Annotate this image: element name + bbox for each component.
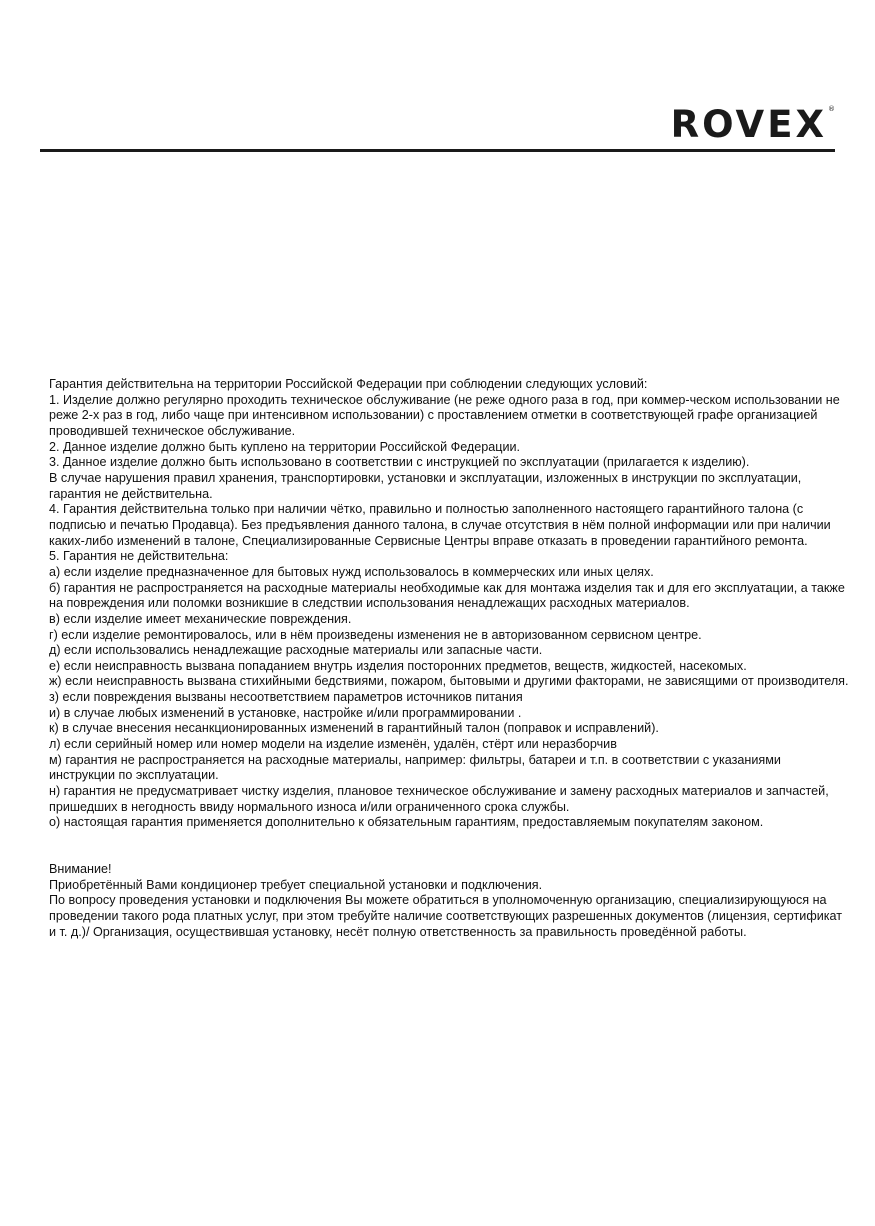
notice-title: Внимание!: [49, 862, 112, 877]
warranty-item-l: л) если серийный номер или номер модели на изделие изменён, удалён, стёрт или неразборчив: [49, 737, 617, 752]
warranty-clause-1: 1. Изделие должно регулярно проходить техническое обслуживание (не реже одного раза в год, при коммер-ческом использовании не реже 2-х раз в год, либо чаще при интенсивном использовании) с проставлением отметки в соответствующей графе организацией проводившей техническое обслуживание.: [49, 392, 840, 438]
warranty-item-a: а) если изделие предназначенное для бытовых нужд использовалось в коммерческих или иных целях.: [49, 564, 654, 579]
warranty-item-k: к) в случае внесения несанкционированных изменений в гарантийный талон (поправок и исправлений).: [49, 721, 659, 736]
warranty-item-d: д) если использовались ненадлежащие расходные материалы или запасные части.: [49, 643, 543, 658]
section-gap: [49, 831, 849, 862]
warranty-terms: [49, 377, 849, 940]
warranty-item-v: в) если изделие имеет механические повреждения.: [49, 611, 352, 626]
warranty-violation-note: В случае нарушения правил хранения, транспортировки, установки и эксплуатации, изложенных в инструкции по эксплуатации, гарантия не действительна.: [49, 470, 802, 501]
brand-logo-text: ROVEX: [670, 103, 827, 146]
notice-line-1: Приобретённый Вами кондиционер требует специальной установки и подключения.: [49, 877, 543, 892]
brand-logo: [670, 103, 835, 146]
notice-line-2: По вопросу проведения установки и подключения Вы можете обратиться в уполномоченную организацию, специализирующуюся на проведении такого рода платных услуг, при этом требуйте наличие соответствующих разрешенных документов (лицензия, сертификат и т. д.)/ Организация, осуществившая установку, несёт полную ответственность за правильность проведённой работы.: [49, 893, 843, 939]
warranty-clause-3: 3. Данное изделие должно быть использовано в соответствии с инструкцией по эксплуатации (прилагается к изделию).: [49, 455, 750, 470]
warranty-item-g: г) если изделие ремонтировалось, или в нём произведены изменения не в авторизованном сервисном центре.: [49, 627, 702, 642]
warranty-clause-2: 2. Данное изделие должно быть куплено на территории Российской Федерации.: [49, 439, 521, 454]
header-divider: [40, 149, 835, 152]
warranty-clause-5-title: 5. Гарантия не действительна:: [49, 549, 229, 564]
warranty-item-z: з) если повреждения вызваны несоответствием параметров источников питания: [49, 690, 523, 705]
registered-mark: ®: [828, 105, 835, 113]
warranty-item-e: е) если неисправность вызвана попаданием внутрь изделия посторонних предметов, веществ, жидкостей, насекомых.: [49, 658, 747, 673]
warranty-item-i: и) в случае любых изменений в установке, настройке и/или программировании .: [49, 705, 522, 720]
warranty-item-o: о) настоящая гарантия применяется дополнительно к обязательным гарантиям, предоставляемым покупателям законом.: [49, 815, 764, 830]
warranty-intro: Гарантия действительна на территории Российской Федерации при соблюдении следующих условий:: [49, 377, 648, 391]
warranty-clause-4: 4. Гарантия действительна только при наличии чётко, правильно и полностью заполненного настоящего гарантийного талона (с подписью и печатью Продавца). Без предъявления данного талона, в случае отсутствия в нём полной информации или при наличии каких-либо изменений в талоне, Специализированные Сервисные Центры вправе отказать в проведении гарантийного ремонта.: [49, 502, 831, 548]
warranty-item-n: н) гарантия не предусматривает чистку изделия, плановое техническое обслуживание и замену расходных материалов и запчастей, пришедших в негодность ввиду нормального износа и/или ограниченного срока службы.: [49, 784, 829, 814]
warranty-item-m: м) гарантия не распространяется на расходные материалы, например: фильтры, батареи и т.п. в соответствии с указаниями инструкции по эксплуатации.: [49, 752, 781, 783]
warranty-item-b: б) гарантия не распространяется на расходные материалы необходимые как для монтажа изделия так и для его эксплуатации, а также на повреждения или поломки возникшие в следствии использования ненадлежащих расходных материалов.: [49, 580, 845, 611]
warranty-item-zh: ж) если неисправность вызвана стихийными бедствиями, пожаром, бытовыми и другими факторами, не зависящими от производителя.: [49, 674, 849, 689]
